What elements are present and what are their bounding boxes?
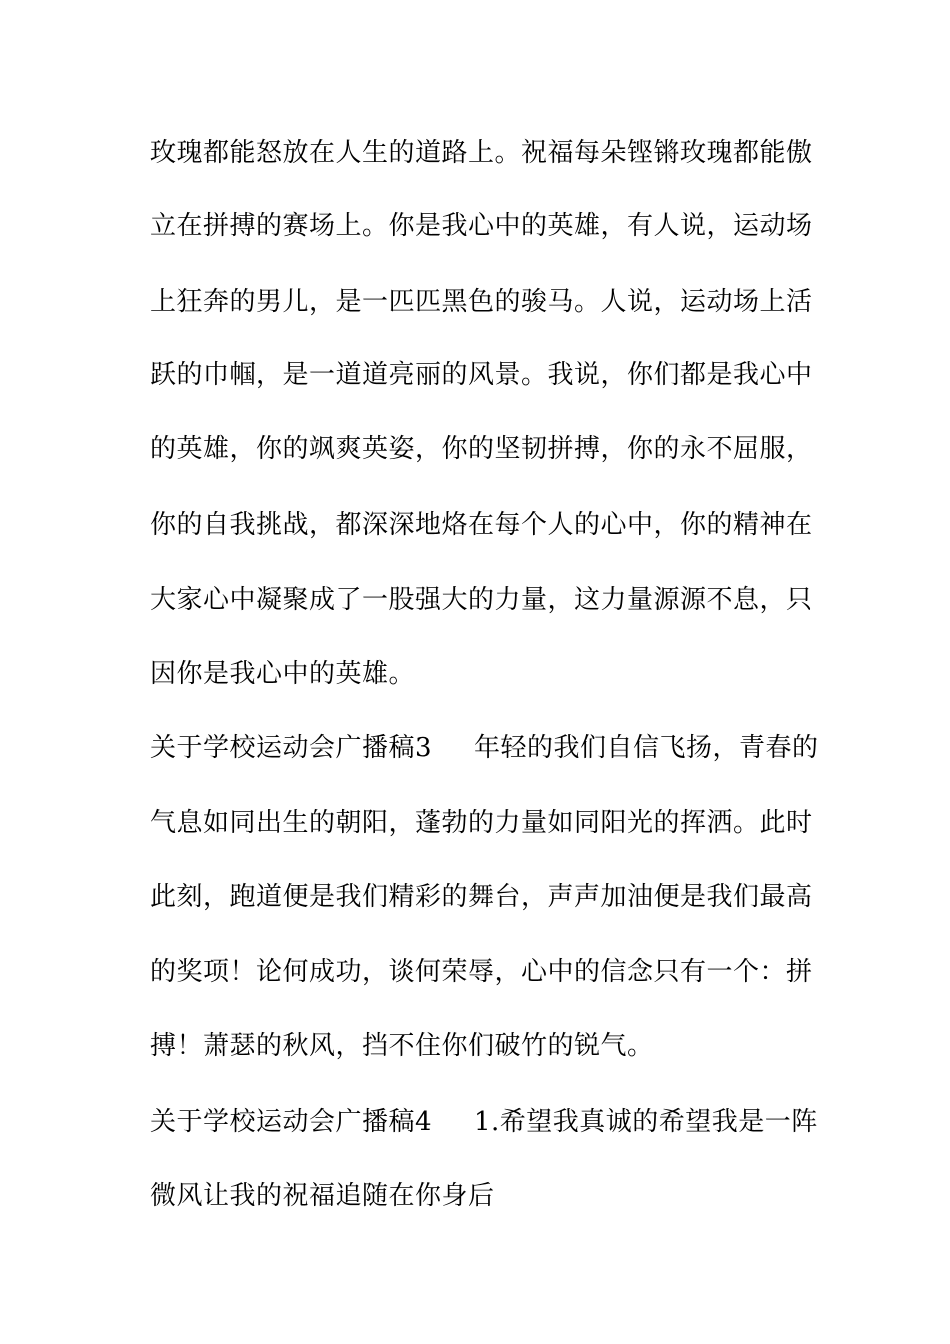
section-4-heading: 关于学校运动会广播稿4 (150, 1107, 433, 1137)
text-line: 玫瑰都能怒放在人生的道路上。祝福每朵铿锵玫瑰都能傲 (150, 138, 813, 168)
text-line: 因你是我心中的英雄。 (150, 659, 416, 689)
text-line: 大家心中凝聚成了一股强大的力量，这力量源源不息，只 (150, 585, 813, 615)
text-line: 你的自我挑战，都深深地烙在每个人的心中，你的精神在 (150, 510, 813, 540)
text-line: 此刻，跑道便是我们精彩的舞台，声声加油便是我们最高 (150, 882, 813, 912)
section-4-first-line: 1.希望我真诚的希望我是一阵 (474, 1107, 818, 1137)
text-line: 微风让我的祝福追随在你身后 (150, 1181, 495, 1211)
text-line: 的奖项！论何成功，谈何荣辱，心中的信念只有一个：拼 (150, 957, 813, 987)
text-line: 气息如同出生的朝阳，蓬勃的力量如同阳光的挥洒。此时 (150, 808, 813, 838)
text-line: 立在拼搏的赛场上。你是我心中的英雄，有人说，运动场 (150, 211, 813, 241)
section-4-heading-line (150, 1102, 820, 1142)
section-3-heading: 关于学校运动会广播稿3 (150, 733, 433, 763)
text-line: 跃的巾帼，是一道道亮丽的风景。我说，你们都是我心中 (150, 360, 813, 390)
text-line: 的英雄，你的飒爽英姿，你的坚韧拼搏，你的永不屈服， (150, 434, 813, 464)
text-line: 上狂奔的男儿，是一匹匹黑色的骏马。人说，运动场上活 (150, 287, 813, 317)
section-3-heading-line (150, 728, 820, 768)
section-3-first-line: 年轻的我们自信飞扬，青春的 (474, 733, 819, 763)
text-line: 搏！萧瑟的秋风，挡不住你们破竹的锐气。 (150, 1031, 654, 1061)
